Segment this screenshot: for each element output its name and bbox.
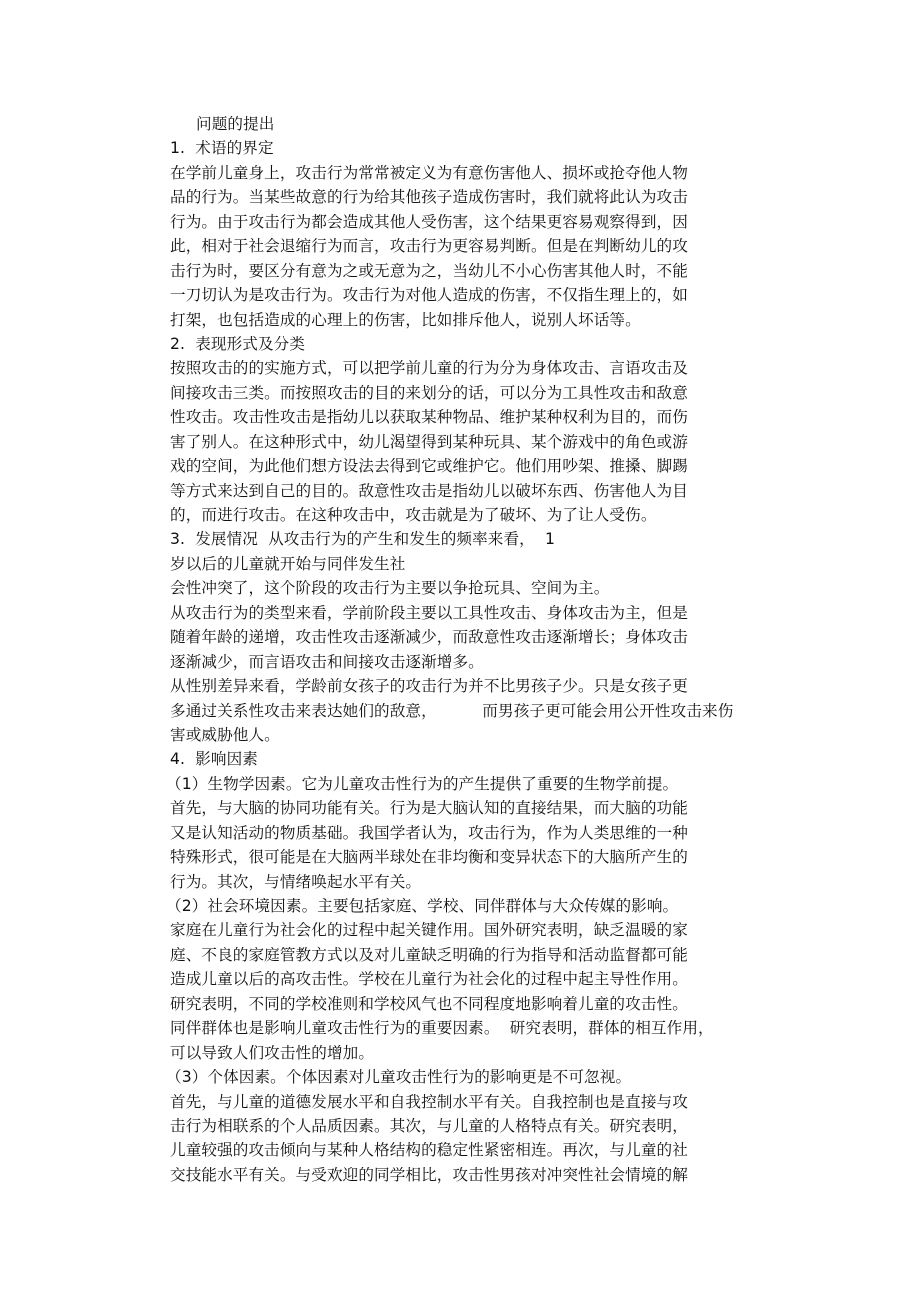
paragraph-line: 家庭在儿童行为社会化的过程中起关键作用。国外研究表明，缺乏温暖的家 (170, 921, 688, 940)
paragraph-line: 岁以后的儿童就开始与同伴发生社 (170, 554, 406, 573)
paragraph-line: 从攻击行为的类型来看，学前阶段主要以工具性攻击、身体攻击为主，但是 (170, 603, 688, 622)
paragraph-line: 首先，与儿童的道德发展水平和自我控制水平有关。自我控制也是直接与攻 (170, 1092, 688, 1111)
subsection-biological: （1）生物学因素。它为儿童攻击性行为的产生提供了重要的生物学前提。 (166, 774, 679, 793)
paragraph-line: 此，相对于社会退缩行为而言，攻击行为更容易判断。但是在判断幼儿的攻 (170, 237, 688, 256)
paragraph-line: 交技能水平有关。与受欢迎的同学相比，攻击性男孩对冲突性社会情境的解 (170, 1165, 688, 1184)
paragraph-line: 击行为相联系的个人品质因素。其次，与儿童的人格特点有关。研究表明， (170, 1116, 688, 1135)
paragraph-line: 一刀切认为是攻击行为。攻击行为对他人造成的伤害，不仅指生理上的，如 (170, 286, 688, 305)
paragraph-line: 在学前儿童身上，攻击行为常常被定义为有意伤害他人、损坏或抢夺他人物 (170, 163, 688, 182)
paragraph-line: 间接攻击三类。而按照攻击的目的来划分的话，可以分为工具性攻击和敌意 (170, 383, 688, 402)
paragraph-line: 多通过关系性攻击来表达她们的敌意， 而男孩子更可能会用公开性攻击来伤 (170, 701, 734, 720)
paragraph-line: 庭、不良的家庭管教方式以及对儿童缺乏明确的行为指导和活动监督都可能 (170, 945, 688, 964)
paragraph-line: 品的行为。当某些故意的行为给其他孩子造成伤害时，我们就将此认为攻击 (170, 188, 688, 207)
subsection-social-environment: （2）社会环境因素。主要包括家庭、学校、同伴群体与大众传媒的影响。 (166, 897, 679, 915)
paragraph-line: 的，而进行攻击。在这种攻击中，攻击就是为了破坏、为了让人受伤。 (170, 506, 657, 524)
paragraph-line: 随着年龄的递增，攻击性攻击逐渐减少，而敌意性攻击逐渐增长；身体攻击 (170, 628, 688, 647)
section-heading-terminology: 1. 术语的界定 (170, 139, 274, 158)
paragraph-line: 可以导致人们攻击性的增加。 (170, 1043, 375, 1062)
paragraph-line: 行为。由于攻击行为都会造成其他人受伤害，这个结果更容易观察得到，因 (170, 212, 688, 231)
document-page (166, 112, 810, 1187)
section-heading-development: 3. 发展情况 从攻击行为的产生和发生的频率来看， 1 (170, 530, 556, 549)
paragraph-line: 从性别差异来看，学龄前女孩子的攻击行为并不比男孩子少。只是女孩子更 (170, 677, 688, 696)
paragraph-line: 儿童较强的攻击倾向与某种人格结构的稳定性紧密相连。再次，与儿童的社 (170, 1141, 688, 1160)
document-title: 问题的提出 (196, 115, 275, 133)
paragraph-line: 害或威胁他人。 (170, 725, 280, 744)
paragraph-line: 害了别人。在这种形式中，幼儿渴望得到某种玩具、某个游戏中的角色或游 (170, 432, 688, 451)
paragraph-line: 会性冲突了，这个阶段的攻击行为主要以争抢玩具、空间为主。 (170, 579, 610, 598)
subsection-individual: （3）个体因素。个体因素对儿童攻击性行为的影响更是不可忽视。 (166, 1068, 632, 1087)
paragraph-line: 行为。其次，与情绪唤起水平有关。 (170, 872, 422, 891)
section-heading-factors: 4. 影响因素 (170, 750, 258, 769)
paragraph-line: 又是认知活动的物质基础。我国学者认为，攻击行为，作为人类思维的一种 (170, 823, 688, 842)
paragraph-line: 特殊形式，很可能是在大脑两半球处在非均衡和变异状态下的大脑所产生的 (170, 848, 688, 867)
paragraph-line: 等方式来达到自己的目的。敌意性攻击是指幼儿以破坏东西、伤害他人为目 (170, 481, 688, 500)
paragraph-line: 击行为时，要区分有意为之或无意为之，当幼儿不小心伤害其他人时，不能 (170, 261, 688, 280)
paragraph-line: 逐渐减少，而言语攻击和间接攻击逐渐增多。 (170, 652, 484, 671)
paragraph-line: 按照攻击的的实施方式，可以把学前儿童的行为分为身体攻击、言语攻击及 (170, 359, 688, 378)
paragraph-line: 戏的空间，为此他们想方设法去得到它或维护它。他们用吵架、推搡、脚踢 (170, 457, 688, 476)
section-heading-forms: 2. 表现形式及分类 (170, 334, 306, 353)
paragraph-line: 打架，也包括造成的心理上的伤害，比如排斥他人，说别人坏话等。 (170, 310, 641, 329)
paragraph-line: 性攻击。攻击性攻击是指幼儿以获取某种物品、维护某种权利为目的，而伤 (170, 408, 688, 427)
paragraph-line: 造成儿童以后的高攻击性。学校在儿童行为社会化的过程中起主导性作用。 (170, 970, 688, 989)
paragraph-line: 首先，与大脑的协同功能有关。行为是大脑认知的直接结果，而大脑的功能 (170, 799, 688, 818)
paragraph-line: 研究表明，不同的学校准则和学校风气也不同程度地影响着儿童的攻击性。 (170, 994, 688, 1013)
paragraph-line: 同伴群体也是影响儿童攻击性行为的重要因素。 研究表明，群体的相互作用， (170, 1019, 714, 1038)
